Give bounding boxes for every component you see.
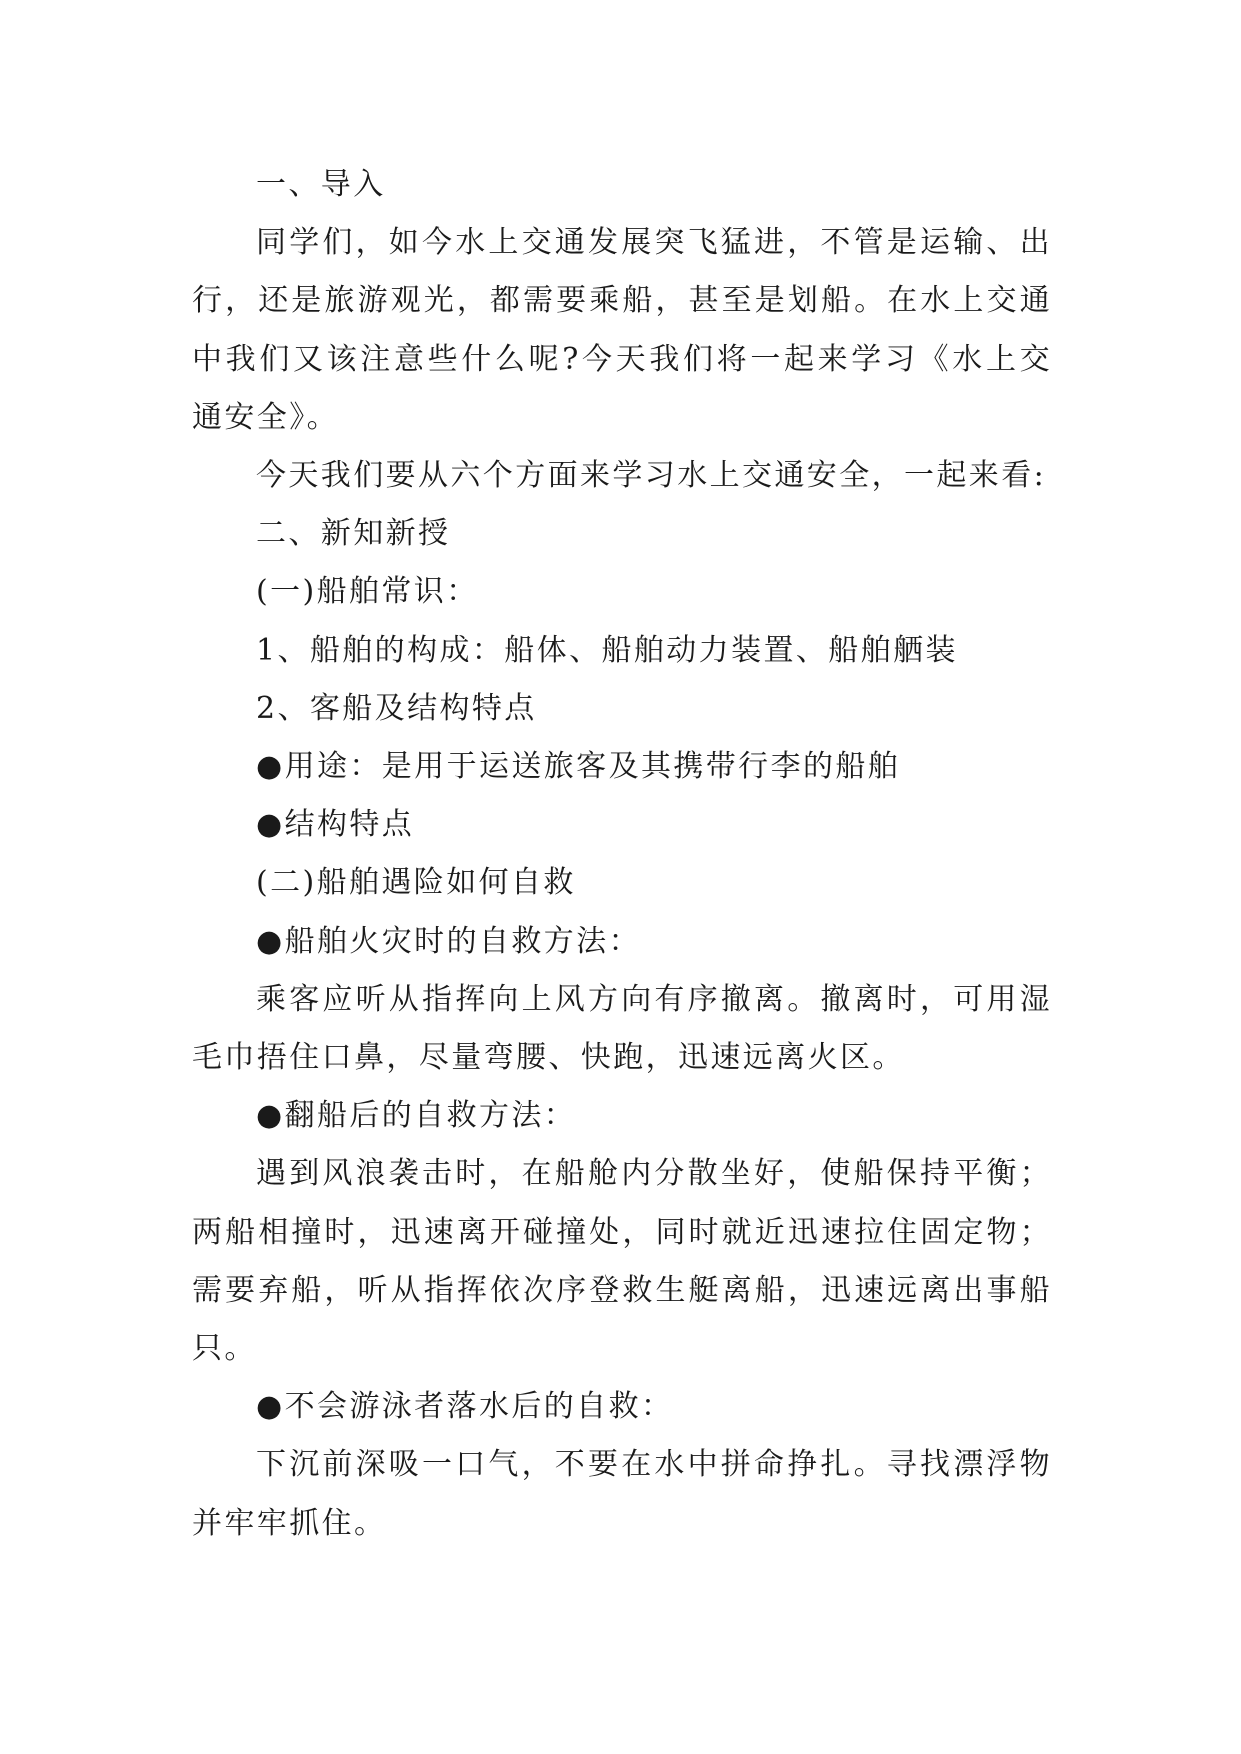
document-body [192,156,1052,1553]
bullet-item-structure: ●结构特点 [256,807,415,843]
capsize-rescue-paragraph: 遇到风浪袭击时，在船舱内分散坐好，使船保持平衡；两船相撞时，迅速离开碰撞处，同时就近迅速拉住固定物；需要弃船，听从指挥依次序登救生艇离船，迅速远离出事船只。 [192,1156,1052,1367]
non-swimmer-rescue-paragraph: 下沉前深吸一口气，不要在水中拼命挣扎。寻找漂浮物并牢牢抓住。 [192,1447,1052,1541]
fire-rescue-paragraph: 乘客应听从指挥向上风方向有序撤离。撤离时，可用湿毛巾捂住口鼻，尽量弯腰、快跑，迅速远离火区。 [192,981,1052,1076]
bullet-item-capsize-rescue: ●翻船后的自救方法： [256,1098,577,1134]
section-heading-new-knowledge: 二、新知新授 [256,516,451,552]
overview-paragraph: 今天我们要从六个方面来学习水上交通安全，一起来看: [256,458,1047,494]
section-heading-intro: 一、导入 [256,167,386,202]
bullet-item-non-swimmer-rescue: ●不会游泳者落水后的自救： [256,1389,674,1425]
list-item-ship-composition: 1、船舶的构成：船体、船舶动力装置、船舶舾装 [256,632,958,668]
subsection-heading-self-rescue: (二)船舶遇险如何自救 [256,865,576,901]
bullet-item-usage: ●用途：是用于运送旅客及其携带行李的船舶 [256,749,901,785]
intro-paragraph: 同学们，如今水上交通发展突飞猛进，不管是运输、出行，还是旅游观光，都需要乘船，甚至是划船。在水上交通中我们又该注意些什么呢?今天我们将一起来学习《水上交通安全》。 [192,225,1052,435]
list-item-passenger-ship: 2、客船及结构特点 [256,690,537,726]
bullet-item-fire-rescue: ●船舶火灾时的自救方法： [256,923,641,959]
subsection-heading-ship-knowledge: (一)船舶常识： [256,574,479,610]
